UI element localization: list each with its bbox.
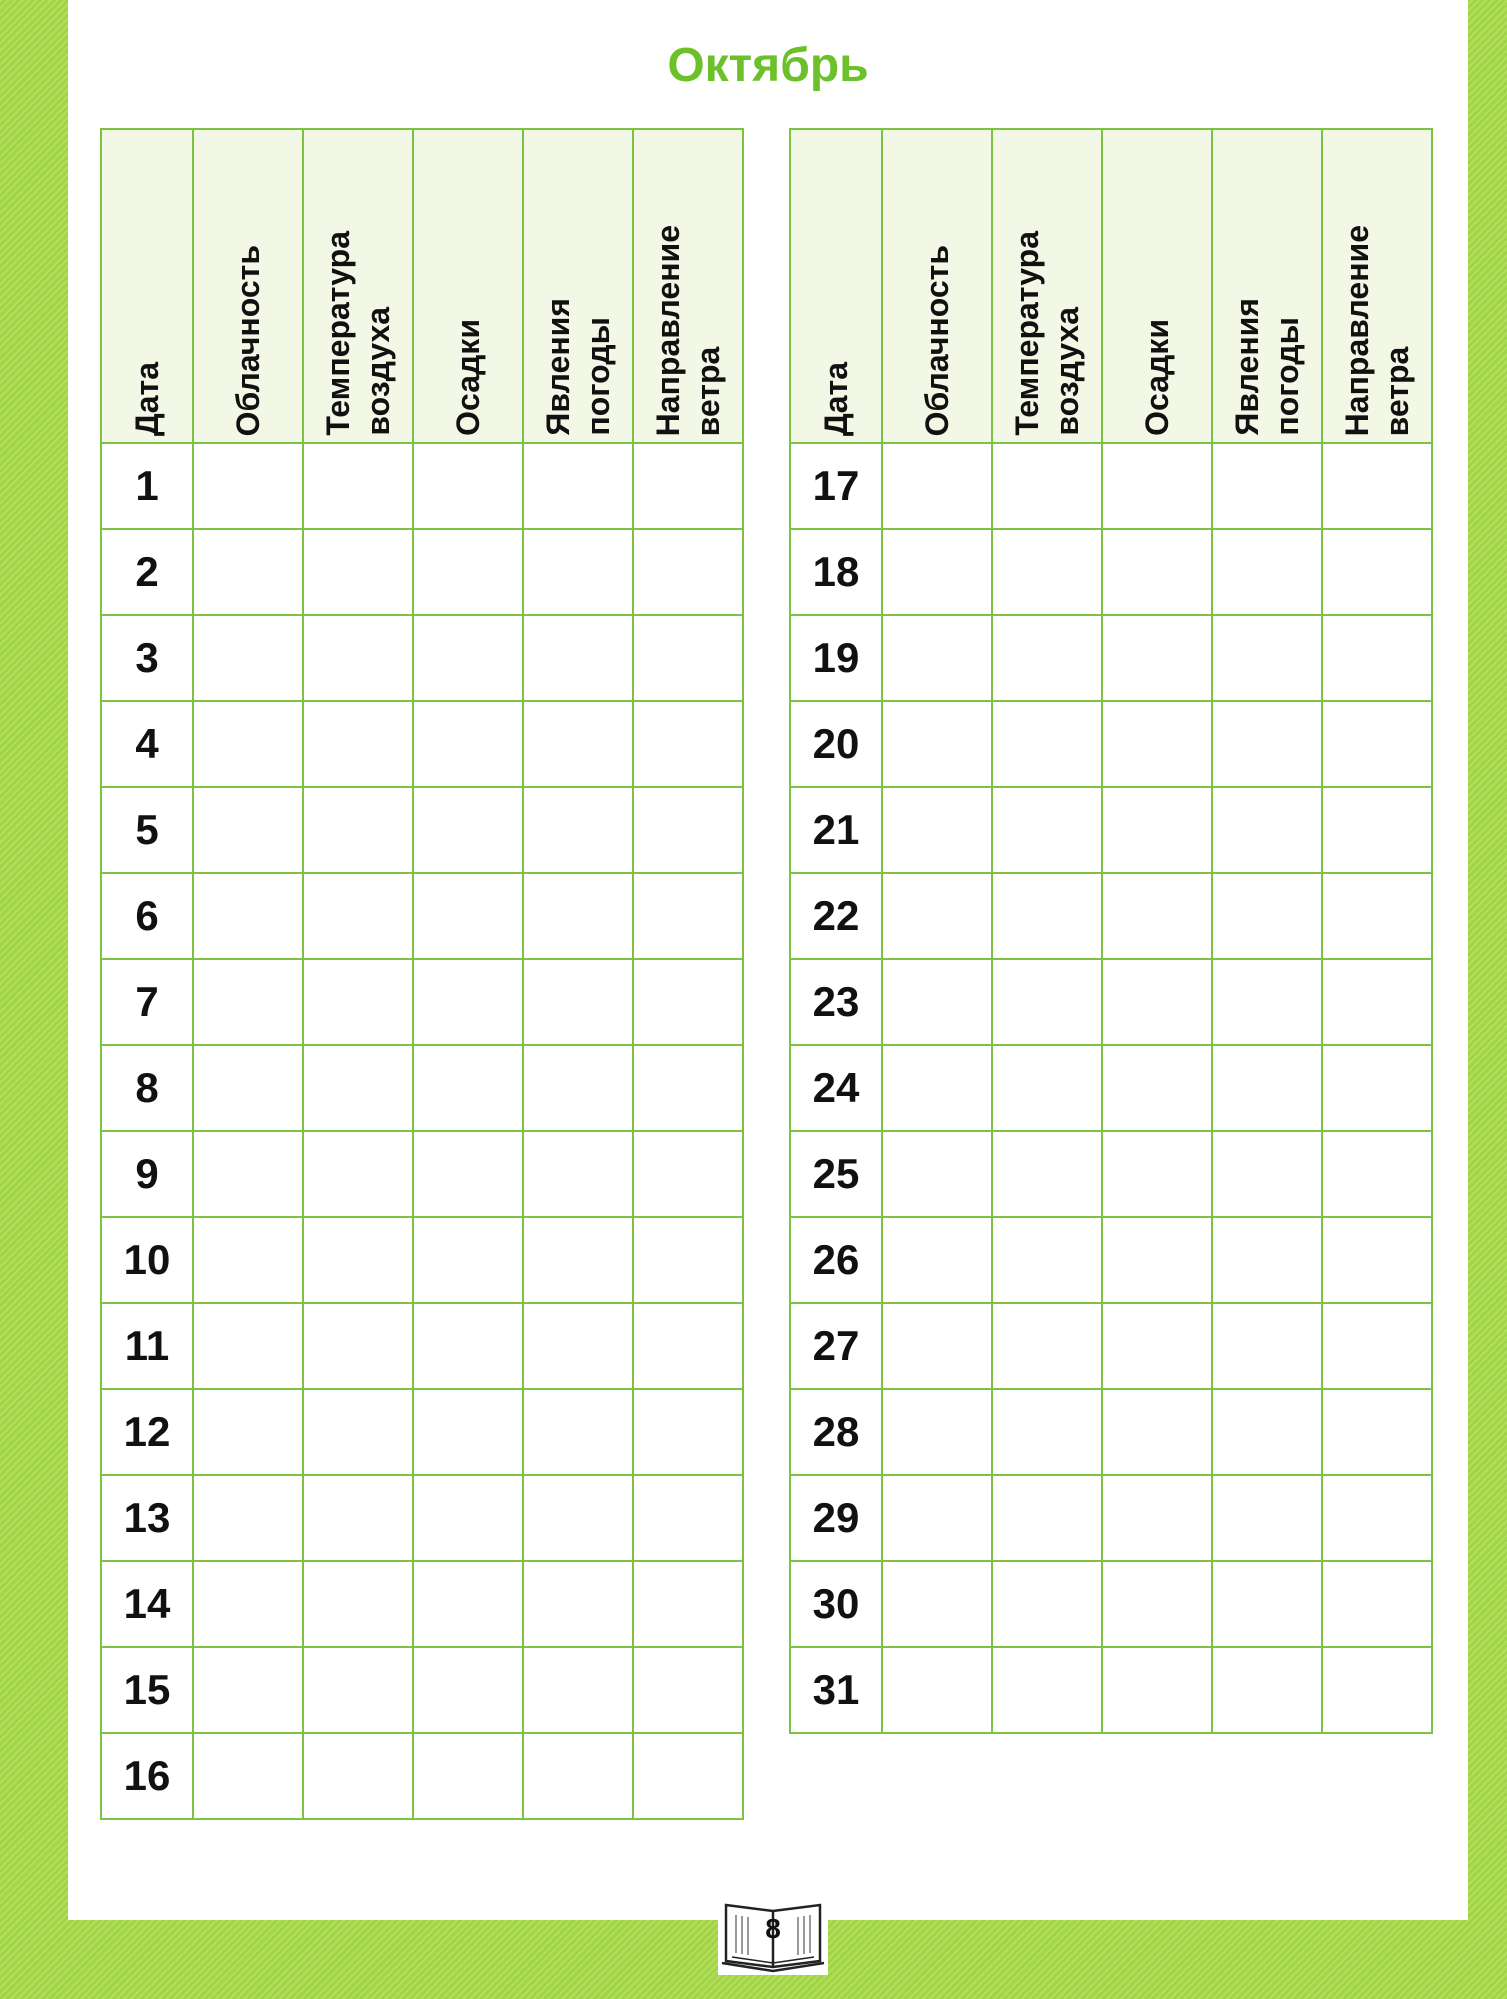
entry-cell[interactable] <box>193 443 303 529</box>
table-row <box>101 615 743 701</box>
entry-cell[interactable] <box>882 1389 992 1475</box>
entry-cell[interactable] <box>1322 959 1432 1045</box>
entry-cell[interactable] <box>1322 1647 1432 1733</box>
entry-cell[interactable] <box>1322 1045 1432 1131</box>
entry-cell[interactable] <box>303 959 413 1045</box>
column-header <box>633 129 743 443</box>
entry-cell[interactable] <box>523 1389 633 1475</box>
entry-cell[interactable] <box>1212 1389 1322 1475</box>
column-header <box>413 129 523 443</box>
entry-cell[interactable] <box>523 1131 633 1217</box>
entry-cell[interactable] <box>1212 529 1322 615</box>
entry-cell[interactable] <box>633 959 743 1045</box>
entry-cell[interactable] <box>1102 787 1212 873</box>
date-cell: 1 <box>101 443 193 529</box>
table-row <box>101 1389 743 1475</box>
table-row <box>790 443 1432 529</box>
column-header <box>193 129 303 443</box>
date-cell: 8 <box>101 1045 193 1131</box>
table-row <box>790 529 1432 615</box>
entry-cell[interactable] <box>882 1217 992 1303</box>
entry-cell[interactable] <box>882 1303 992 1389</box>
entry-cell[interactable] <box>193 1647 303 1733</box>
entry-cell[interactable] <box>413 615 523 701</box>
entry-cell[interactable] <box>303 1045 413 1131</box>
column-header <box>523 129 633 443</box>
entry-cell[interactable] <box>882 443 992 529</box>
entry-cell[interactable] <box>193 1389 303 1475</box>
entry-cell[interactable] <box>193 529 303 615</box>
entry-cell[interactable] <box>1102 1561 1212 1647</box>
entry-cell[interactable] <box>1322 443 1432 529</box>
table-row <box>101 1561 743 1647</box>
date-cell: 6 <box>101 873 193 959</box>
column-header-label: Явления погоды <box>540 298 616 436</box>
entry-cell[interactable] <box>303 1647 413 1733</box>
entry-cell[interactable] <box>1322 1217 1432 1303</box>
date-cell: 2 <box>101 529 193 615</box>
entry-cell[interactable] <box>523 787 633 873</box>
entry-cell[interactable] <box>882 1045 992 1131</box>
entry-cell[interactable] <box>523 443 633 529</box>
date-cell: 18 <box>790 529 882 615</box>
entry-cell[interactable] <box>882 1561 992 1647</box>
table-row <box>790 615 1432 701</box>
column-header <box>992 129 1102 443</box>
entry-cell[interactable] <box>882 1475 992 1561</box>
entry-cell[interactable] <box>1102 529 1212 615</box>
entry-cell[interactable] <box>882 701 992 787</box>
table-row <box>790 959 1432 1045</box>
entry-cell[interactable] <box>992 873 1102 959</box>
entry-cell[interactable] <box>992 1475 1102 1561</box>
table-row <box>790 1045 1432 1131</box>
entry-cell[interactable] <box>413 959 523 1045</box>
date-cell: 21 <box>790 787 882 873</box>
entry-cell[interactable] <box>303 787 413 873</box>
table-row <box>790 873 1432 959</box>
entry-cell[interactable] <box>303 1131 413 1217</box>
entry-cell[interactable] <box>523 1647 633 1733</box>
entry-cell[interactable] <box>992 1217 1102 1303</box>
entry-cell[interactable] <box>193 1561 303 1647</box>
date-cell: 15 <box>101 1647 193 1733</box>
entry-cell[interactable] <box>992 1045 1102 1131</box>
entry-cell[interactable] <box>633 787 743 873</box>
table-row <box>101 873 743 959</box>
entry-cell[interactable] <box>303 1561 413 1647</box>
entry-cell[interactable] <box>193 1045 303 1131</box>
table-row <box>790 787 1432 873</box>
table-row <box>101 1475 743 1561</box>
table-row <box>790 1389 1432 1475</box>
entry-cell[interactable] <box>1322 1561 1432 1647</box>
entry-cell[interactable] <box>1212 1475 1322 1561</box>
date-cell: 24 <box>790 1045 882 1131</box>
entry-cell[interactable] <box>1102 1475 1212 1561</box>
table-row <box>101 1733 743 1819</box>
entry-cell[interactable] <box>1212 1561 1322 1647</box>
weather-table-right <box>789 128 1433 1734</box>
entry-cell[interactable] <box>523 701 633 787</box>
entry-cell[interactable] <box>1322 1475 1432 1561</box>
entry-cell[interactable] <box>633 443 743 529</box>
entry-cell[interactable] <box>1322 529 1432 615</box>
table-row <box>101 1217 743 1303</box>
date-cell: 19 <box>790 615 882 701</box>
header-row <box>790 129 1432 443</box>
column-header-label: Осадки <box>450 319 486 436</box>
table-row <box>101 1045 743 1131</box>
column-header <box>790 129 882 443</box>
entry-cell[interactable] <box>523 615 633 701</box>
column-header <box>303 129 413 443</box>
entry-cell[interactable] <box>193 959 303 1045</box>
entry-cell[interactable] <box>992 1647 1102 1733</box>
entry-cell[interactable] <box>633 1733 743 1819</box>
column-header <box>1212 129 1322 443</box>
date-cell: 16 <box>101 1733 193 1819</box>
entry-cell[interactable] <box>992 1131 1102 1217</box>
column-header <box>101 129 193 443</box>
column-header-label: Явления погоды <box>1229 298 1305 436</box>
entry-cell[interactable] <box>1322 787 1432 873</box>
entry-cell[interactable] <box>303 1303 413 1389</box>
entry-cell[interactable] <box>1102 615 1212 701</box>
entry-cell[interactable] <box>413 1561 523 1647</box>
entry-cell[interactable] <box>413 1131 523 1217</box>
entry-cell[interactable] <box>992 787 1102 873</box>
entry-cell[interactable] <box>633 1647 743 1733</box>
entry-cell[interactable] <box>303 529 413 615</box>
entry-cell[interactable] <box>992 1561 1102 1647</box>
page-number: 8 <box>765 1913 781 1944</box>
entry-cell[interactable] <box>303 1733 413 1819</box>
entry-cell[interactable] <box>1102 1131 1212 1217</box>
date-cell: 12 <box>101 1389 193 1475</box>
column-header-label: Температура воздуха <box>1009 231 1085 436</box>
entry-cell[interactable] <box>523 1045 633 1131</box>
entry-cell[interactable] <box>1322 1389 1432 1475</box>
entry-cell[interactable] <box>1212 701 1322 787</box>
entry-cell[interactable] <box>1102 1647 1212 1733</box>
entry-cell[interactable] <box>992 443 1102 529</box>
date-cell: 22 <box>790 873 882 959</box>
entry-cell[interactable] <box>413 1217 523 1303</box>
entry-cell[interactable] <box>413 1647 523 1733</box>
entry-cell[interactable] <box>1212 1303 1322 1389</box>
table-row <box>101 701 743 787</box>
entry-cell[interactable] <box>193 701 303 787</box>
entry-cell[interactable] <box>1212 1131 1322 1217</box>
entry-cell[interactable] <box>523 1561 633 1647</box>
entry-cell[interactable] <box>633 1217 743 1303</box>
entry-cell[interactable] <box>303 873 413 959</box>
entry-cell[interactable] <box>633 873 743 959</box>
column-header-label: Осадки <box>1139 319 1175 436</box>
entry-cell[interactable] <box>992 529 1102 615</box>
column-header-label: Температура воздуха <box>320 231 396 436</box>
column-header <box>1322 129 1432 443</box>
entry-cell[interactable] <box>1102 873 1212 959</box>
entry-cell[interactable] <box>413 787 523 873</box>
entry-cell[interactable] <box>523 1475 633 1561</box>
table-row <box>101 1647 743 1733</box>
date-cell: 7 <box>101 959 193 1045</box>
entry-cell[interactable] <box>882 615 992 701</box>
entry-cell[interactable] <box>1102 701 1212 787</box>
date-cell: 14 <box>101 1561 193 1647</box>
column-header <box>1102 129 1212 443</box>
table-row <box>790 1647 1432 1733</box>
entry-cell[interactable] <box>882 1131 992 1217</box>
entry-cell[interactable] <box>882 873 992 959</box>
entry-cell[interactable] <box>992 959 1102 1045</box>
page-number-badge <box>718 1895 828 1975</box>
entry-cell[interactable] <box>633 529 743 615</box>
entry-cell[interactable] <box>193 1733 303 1819</box>
entry-cell[interactable] <box>303 615 413 701</box>
table-row <box>790 701 1432 787</box>
column-header-label: Дата <box>129 361 165 436</box>
entry-cell[interactable] <box>413 443 523 529</box>
table-row <box>790 1131 1432 1217</box>
date-cell: 29 <box>790 1475 882 1561</box>
table-row <box>790 1475 1432 1561</box>
entry-cell[interactable] <box>882 787 992 873</box>
date-cell: 11 <box>101 1303 193 1389</box>
entry-cell[interactable] <box>303 1217 413 1303</box>
entry-cell[interactable] <box>1322 1303 1432 1389</box>
entry-cell[interactable] <box>413 873 523 959</box>
entry-cell[interactable] <box>193 1303 303 1389</box>
entry-cell[interactable] <box>523 1217 633 1303</box>
entry-cell[interactable] <box>523 959 633 1045</box>
entry-cell[interactable] <box>992 615 1102 701</box>
entry-cell[interactable] <box>1322 615 1432 701</box>
entry-cell[interactable] <box>633 1303 743 1389</box>
entry-cell[interactable] <box>1212 615 1322 701</box>
entry-cell[interactable] <box>882 959 992 1045</box>
entry-cell[interactable] <box>992 1389 1102 1475</box>
entry-cell[interactable] <box>413 1303 523 1389</box>
entry-cell[interactable] <box>413 1389 523 1475</box>
entry-cell[interactable] <box>1102 443 1212 529</box>
date-cell: 28 <box>790 1389 882 1475</box>
entry-cell[interactable] <box>523 1303 633 1389</box>
column-header-label: Облачность <box>919 244 955 436</box>
entry-cell[interactable] <box>1102 1217 1212 1303</box>
entry-cell[interactable] <box>1212 1647 1322 1733</box>
table-row <box>101 787 743 873</box>
table-row <box>101 443 743 529</box>
entry-cell[interactable] <box>882 1647 992 1733</box>
entry-cell[interactable] <box>413 529 523 615</box>
entry-cell[interactable] <box>1212 443 1322 529</box>
date-cell: 3 <box>101 615 193 701</box>
table-row <box>790 1217 1432 1303</box>
entry-cell[interactable] <box>633 1131 743 1217</box>
entry-cell[interactable] <box>1102 1045 1212 1131</box>
date-cell: 9 <box>101 1131 193 1217</box>
entry-cell[interactable] <box>303 443 413 529</box>
entry-cell[interactable] <box>193 615 303 701</box>
entry-cell[interactable] <box>1322 1131 1432 1217</box>
entry-cell[interactable] <box>413 1045 523 1131</box>
entry-cell[interactable] <box>193 1475 303 1561</box>
entry-cell[interactable] <box>1102 1303 1212 1389</box>
entry-cell[interactable] <box>1102 959 1212 1045</box>
entry-cell[interactable] <box>1212 1045 1322 1131</box>
entry-cell[interactable] <box>523 873 633 959</box>
header-row <box>101 129 743 443</box>
entry-cell[interactable] <box>303 1475 413 1561</box>
entry-cell[interactable] <box>523 1733 633 1819</box>
entry-cell[interactable] <box>1212 959 1322 1045</box>
column-header-label: Дата <box>818 361 854 436</box>
entry-cell[interactable] <box>633 1475 743 1561</box>
table-row <box>101 529 743 615</box>
entry-cell[interactable] <box>1212 1217 1322 1303</box>
worksheet-page <box>68 0 1468 1920</box>
date-cell: 23 <box>790 959 882 1045</box>
column-header-label: Облачность <box>230 244 266 436</box>
date-cell: 5 <box>101 787 193 873</box>
entry-cell[interactable] <box>1102 1389 1212 1475</box>
entry-cell[interactable] <box>1322 701 1432 787</box>
date-cell: 31 <box>790 1647 882 1733</box>
entry-cell[interactable] <box>193 1217 303 1303</box>
entry-cell[interactable] <box>413 701 523 787</box>
table-row <box>101 1131 743 1217</box>
entry-cell[interactable] <box>413 1733 523 1819</box>
date-cell: 17 <box>790 443 882 529</box>
date-cell: 25 <box>790 1131 882 1217</box>
weather-table-left <box>100 128 744 1820</box>
column-header-label: Направление ветра <box>1339 224 1415 436</box>
column-header-label: Направление ветра <box>650 224 726 436</box>
date-cell: 4 <box>101 701 193 787</box>
entry-cell[interactable] <box>633 615 743 701</box>
entry-cell[interactable] <box>413 1475 523 1561</box>
table-row <box>101 959 743 1045</box>
entry-cell[interactable] <box>1212 787 1322 873</box>
entry-cell[interactable] <box>633 1561 743 1647</box>
table-row <box>101 1303 743 1389</box>
date-cell: 27 <box>790 1303 882 1389</box>
entry-cell[interactable] <box>193 1131 303 1217</box>
table-row <box>790 1561 1432 1647</box>
date-cell: 20 <box>790 701 882 787</box>
date-cell: 13 <box>101 1475 193 1561</box>
column-header <box>882 129 992 443</box>
date-cell: 10 <box>101 1217 193 1303</box>
entry-cell[interactable] <box>633 1389 743 1475</box>
entry-cell[interactable] <box>633 1045 743 1131</box>
entry-cell[interactable] <box>1212 873 1322 959</box>
entry-cell[interactable] <box>193 787 303 873</box>
entry-cell[interactable] <box>1322 873 1432 959</box>
entry-cell[interactable] <box>523 529 633 615</box>
table-row <box>790 1303 1432 1389</box>
entry-cell[interactable] <box>882 529 992 615</box>
page-title: Октябрь <box>667 39 869 92</box>
date-cell: 30 <box>790 1561 882 1647</box>
entry-cell[interactable] <box>193 873 303 959</box>
entry-cell[interactable] <box>992 1303 1102 1389</box>
date-cell: 26 <box>790 1217 882 1303</box>
entry-cell[interactable] <box>992 701 1102 787</box>
entry-cell[interactable] <box>633 701 743 787</box>
entry-cell[interactable] <box>303 701 413 787</box>
entry-cell[interactable] <box>303 1389 413 1475</box>
